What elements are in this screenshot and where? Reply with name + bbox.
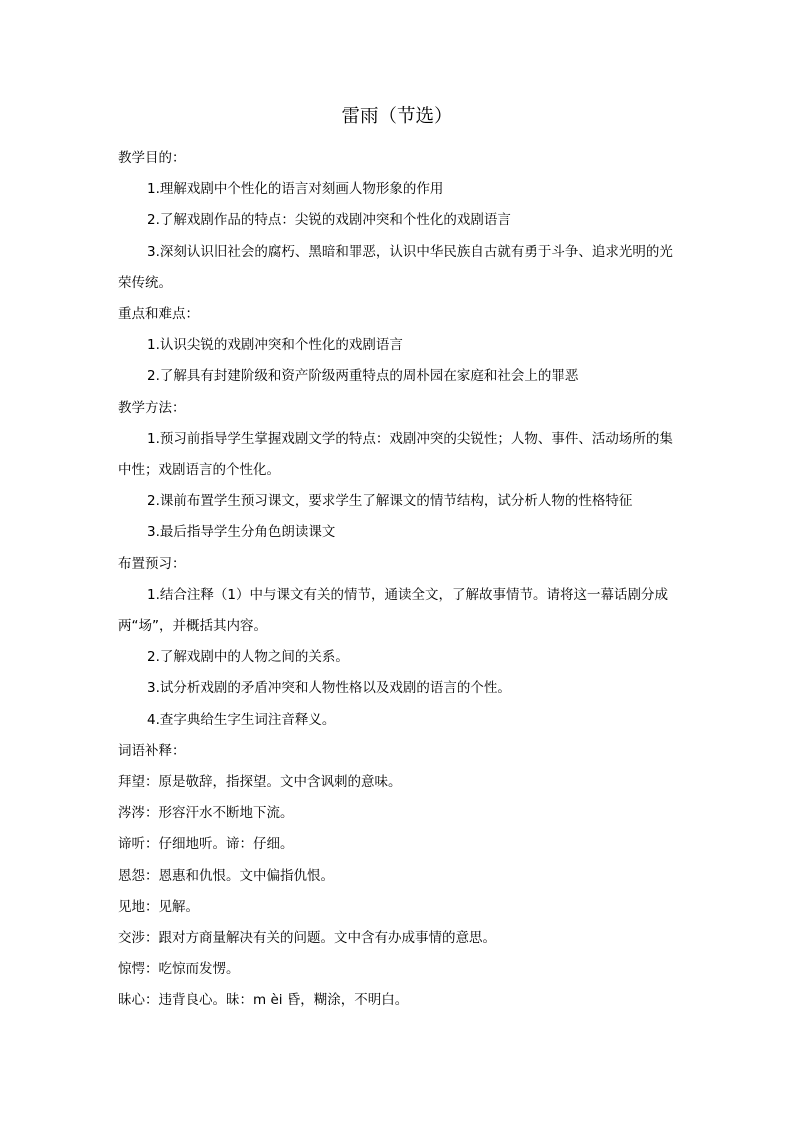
vocab-item: 惊愕：吃惊而发愣。: [118, 961, 240, 978]
vocab-item: 谛听：仔细地听。谛：仔细。: [118, 836, 294, 853]
preview-item: 1.结合注释（1）中与课文有关的情节，通读全文，了解故事情节。请将这一幕话剧分成两“场”，并概括其内容。: [118, 586, 668, 635]
objective-item: 3.深刻认识旧社会的腐朽、黑暗和罪恶，认识中华民族自古就有勇于斗争、追求光明的光荣传统。: [118, 243, 673, 291]
vocab-item: 交涉：跟对方商量解决有关的问题。文中含有办成事情的意思。: [118, 930, 496, 947]
preview-item: 4.查字典给生字生词注音释义。: [147, 711, 336, 728]
method-item: 2.课前布置学生预习课文，要求学生了解课文的情节结构，试分析人物的性格特征: [147, 493, 633, 510]
vocab-item: 拜望：原是敬辞，指探望。文中含讽刺的意味。: [118, 774, 402, 791]
methods-heading: 教学方法：: [118, 399, 186, 416]
method-item: 3.最后指导学生分角色朗读课文: [147, 524, 336, 541]
document-title: 雷雨（节选）: [341, 106, 453, 127]
vocab-item: 昧心：违背良心。昧：m èi 昏，糊涂，不明白。: [118, 992, 409, 1009]
key-points-heading: 重点和难点：: [118, 306, 199, 323]
vocab-item: 涔涔：形容汗水不断地下流。: [118, 805, 294, 822]
vocab-heading: 词语补释：: [118, 742, 186, 759]
objective-item: 2.了解戏剧作品的特点：尖锐的戏剧冲突和个性化的戏剧语言: [147, 212, 511, 229]
document-body: [118, 143, 680, 1017]
vocab-item: 恩怨：恩惠和仇恨。文中偏指仇恨。: [118, 867, 334, 884]
vocab-item: 见地：见解。: [118, 898, 199, 915]
preview-item: 2.了解戏剧中的人物之间的关系。: [147, 649, 349, 666]
preview-item: 3.试分析戏剧的矛盾冲突和人物性格以及戏剧的语言的个性。: [147, 680, 511, 697]
key-point-item: 1.认识尖锐的戏剧冲突和个性化的戏剧语言: [147, 337, 403, 354]
method-item: 1.预习前指导学生掌握戏剧文学的特点：戏剧冲突的尖锐性；人物、事件、活动场所的集中性；戏剧语言的个性化。: [118, 430, 673, 479]
preview-heading: 布置预习：: [118, 555, 186, 572]
key-point-item: 2.了解具有封建阶级和资产阶级两重特点的周朴园在家庭和社会上的罪恶: [147, 368, 579, 385]
objective-item: 1.理解戏剧中个性化的语言对刻画人物形象的作用: [147, 181, 444, 198]
objectives-heading: 教学目的：: [118, 150, 186, 166]
